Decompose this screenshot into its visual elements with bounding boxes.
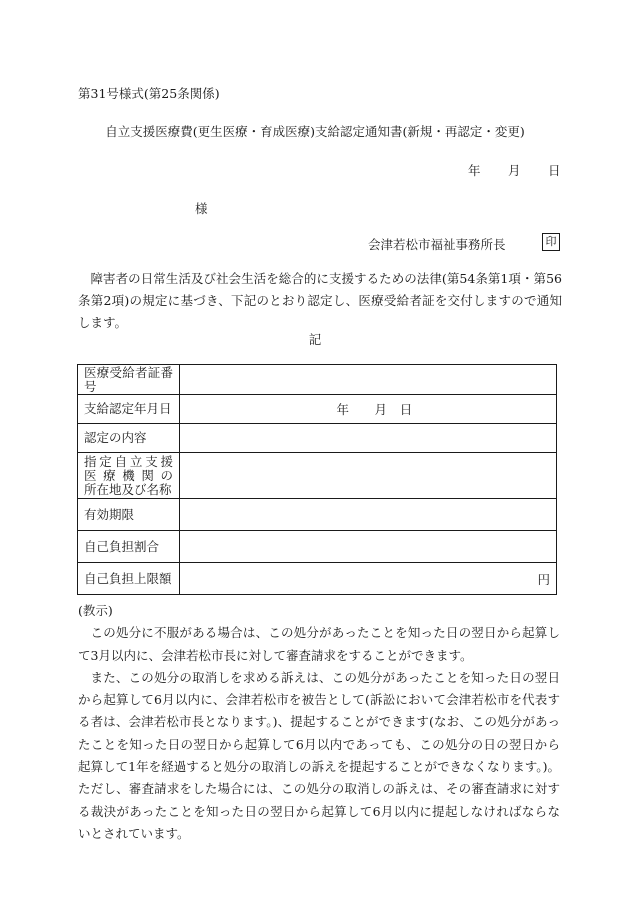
issue-date-day: 日 (548, 163, 561, 178)
notice-paragraph: また、この処分の取消しを求める訴えは、この処分があったことを知った日の翌日から起算して6月以内に、会津若松市を被告として(訴訟において会津若松市を代表する者は、会津若松市長となります。)、提起することができます(なお、この処分があったことを知った日の翌日から起算して6月以内であっても、この処分の日の翌日から起算して1年を経過すると処分の取消しの訴えを提起することができなくなります。)。ただし、審査請求をした場合には、この処分の取消しの訴えは、その審査請求に対する裁決があったことを知った日の翌日から起算して6月以内に提起しなければならないとされています。 (78, 669, 560, 841)
table-row (78, 395, 557, 424)
label-copay-ratio: 自己負担割合 (78, 531, 180, 563)
value-certification-content (180, 424, 557, 453)
label-certification-date: 支給認定年月日 (78, 395, 180, 424)
label-certificate-number (78, 365, 180, 395)
value-certificate-number (180, 365, 557, 395)
table-row (78, 424, 557, 453)
table-row (78, 453, 557, 499)
value-copay-ratio (180, 531, 557, 563)
label-text: 医療受給者証番号 (84, 364, 173, 394)
seal-mark: 印 (542, 233, 560, 251)
document-title: 自立支援医療費(更生医療・育成医療)支給認定通知書(新規・再認定・変更) (105, 124, 525, 139)
ki-heading: 記 (308, 332, 322, 347)
cert-date-day: 日 (399, 402, 413, 417)
label-text: 医療機関の (84, 467, 173, 483)
value-valid-period (180, 499, 557, 531)
label-copay-limit: 自己負担上限額 (78, 563, 180, 595)
label-valid-period: 有効期限 (78, 499, 180, 531)
value-copay-limit: 円 (180, 563, 557, 595)
notice-paragraph: この処分に不服がある場合は、この処分があったことを知った日の翌日から起算して3月以内に、会津若松市長に対して審査請求をすることができます。 (78, 625, 560, 663)
label-designated-institution (78, 453, 180, 499)
issue-date (468, 161, 561, 179)
cert-date-month: 月 (374, 402, 387, 417)
label-text: 所在地及び名称 (84, 481, 172, 497)
issue-date-month: 月 (508, 163, 521, 178)
table-row (78, 499, 557, 531)
cert-date-year: 年 (336, 402, 349, 417)
form-number: 第31号様式(第25条関係) (78, 86, 220, 101)
issuer-name: 会津若松市福祉事務所長 (368, 237, 506, 252)
addressee-suffix: 様 (195, 201, 208, 216)
certification-table (77, 364, 557, 595)
issue-date-year: 年 (468, 163, 481, 178)
appeal-notice (78, 600, 560, 845)
value-certification-date (180, 395, 557, 424)
notice-heading: (教示) (78, 603, 113, 618)
body-text: 障害者の日常生活及び社会生活を総合的に支援するための法律(第54条第1項・第56条第2項)の規定に基づき、下記のとおり認定し、医療受給者証を交付しますので通知します。 (78, 271, 562, 330)
table-row (78, 531, 557, 563)
label-text: 指定自立支援 (84, 453, 173, 469)
value-designated-institution (180, 453, 557, 499)
table-row (78, 563, 557, 595)
label-certification-content: 認定の内容 (78, 424, 180, 453)
table-row (78, 365, 557, 395)
